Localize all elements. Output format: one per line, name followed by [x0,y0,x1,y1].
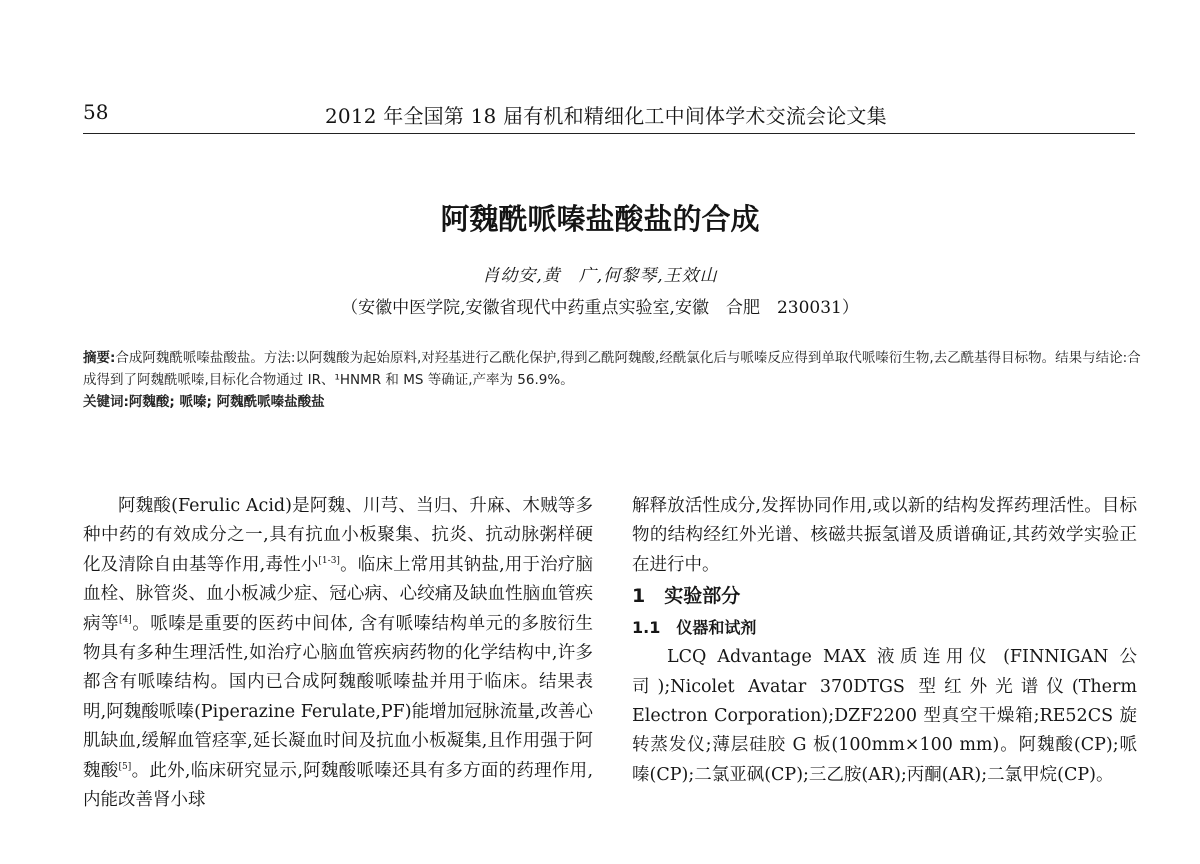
keywords-text: 阿魏酸; 哌嗪; 阿魏酰哌嗪盐酸盐 [128,394,325,410]
abstract-label: 摘要: [83,350,116,366]
header-rule [83,133,1135,134]
running-title: 2012 年全国第 18 届有机和精细化工中间体学术交流会论文集 [325,104,887,128]
intro-paragraph [83,492,593,815]
citation-5: [5] [118,761,132,772]
subsection-heading-instruments: 1.1 仪器和试剂 [632,618,757,638]
intro-text-4: 。此外,临床研究显示,阿魏酸哌嗪还具有多方面的药理作用,内能改善肾小球 [83,760,594,811]
left-column [83,492,593,815]
article-title: 阿魏酰哌嗪盐酸盐的合成 [440,202,760,236]
right-column [632,492,1137,790]
page-number: 58 [83,100,109,124]
instruments-paragraph: LCQ Advantage MAX 液质连用仪 (FINNIGAN 公司);Nicolet Avatar 370DTGS 型红外光谱仪(Therm Electron Corporation);DZF2200 型真空干燥箱;RE52CS 旋转蒸发仪;薄层硅胶 G 板(100mm×100 mm)。阿魏酸(CP);哌嗪(CP);二氯亚砜(CP);三乙胺(AR);丙酮(AR);二氯甲烷(CP)。 [632,647,1137,785]
abstract-block [83,347,1143,413]
citation-4: [4] [118,614,132,625]
author-list: 肖幼安,黄 广,何黎琴,王效山 [482,266,718,286]
section-heading-experimental: 1 实验部分 [632,585,741,608]
intro-continuation: 解释放活性成分,发挥协同作用,或以新的结构发挥药理活性。目标物的结构经红外光谱、核磁共振氢谱及质谱确证,其药效学实验正在进行中。 [632,496,1137,575]
keywords-label: 关键词: [83,394,129,410]
keywords-line [83,391,1143,413]
intro-text-3: 。哌嗪是重要的医药中间体, 含有哌嗪结构单元的多胺衍生物具有多种生理活性,如治疗心脑血管疾病药物的化学结构中,许多都含有哌嗪结构。国内已合成阿魏酸哌嗪盐并用于临床。结果表明,阿魏酸哌嗪(Piperazine Ferulate,PF)能增加冠脉流量,改善心肌缺血,缓解血管痉挛,延长凝血时间及抗血小板凝集,且作用强于阿魏酸 [83,613,594,781]
intro-text-1: 阿魏酸(Ferulic Acid)是阿魏、川芎、当归、升麻、木贼等多种中药的有效成分之一,具有抗血小板聚集、抗炎、抗动脉粥样硬化及清除自由基等作用,毒性小 [83,496,593,575]
intro-text-2: 。临床上常用其钠盐,用于治疗脑血栓、脉管炎、血小板减少症、冠心病、心绞痛及缺血性脑血管疾病等 [83,554,594,634]
affiliation: （安徽中医学院,安徽省现代中药重点实验室,安徽 合肥 230031） [341,298,859,318]
abstract-paragraph [83,347,1143,391]
citation-1-3: [1-3] [318,555,340,566]
abstract-text: 合成阿魏酰哌嗪盐酸盐。方法:以阿魏酸为起始原料,对羟基进行乙酰化保护,得到乙酰阿魏酸,经酰氯化后与哌嗪反应得到单取代哌嗪衍生物,去乙酰基得目标物。结果与结论:合成得到了阿魏酰哌嗪,目标化合物通过 IR、¹HNMR 和 MS 等确证,产率为 56.9%。 [83,350,1141,388]
